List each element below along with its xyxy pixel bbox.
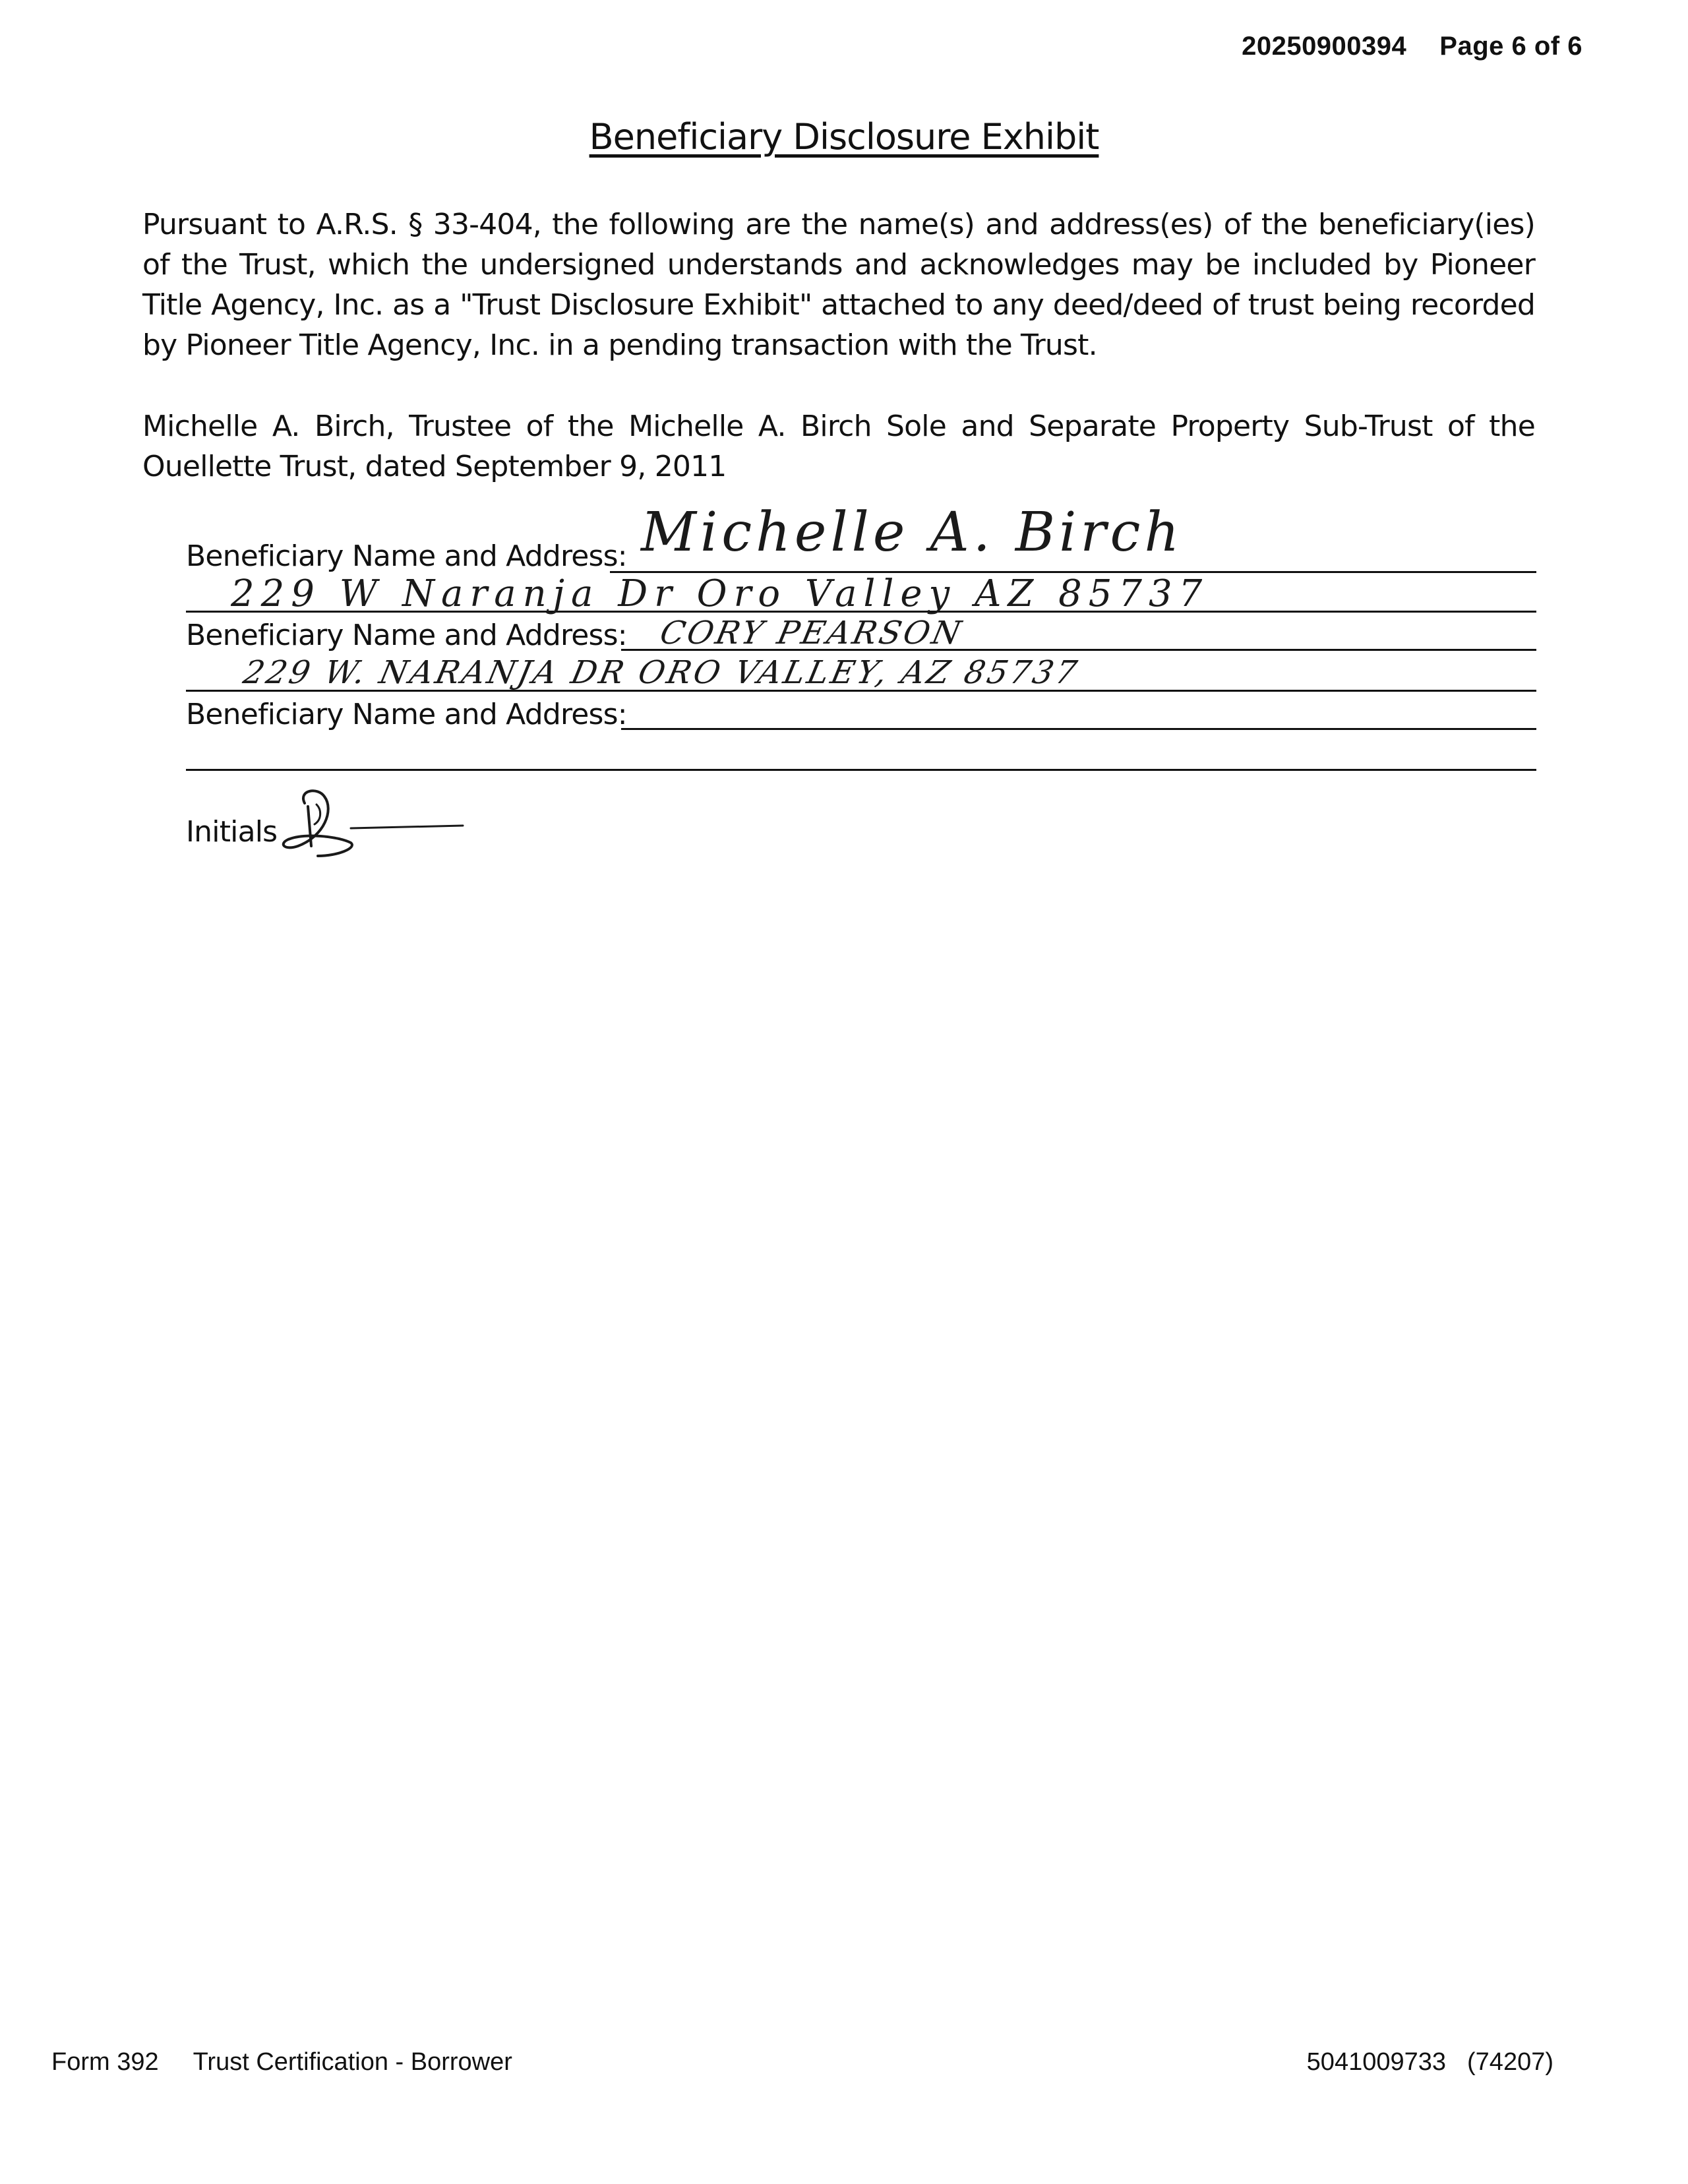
beneficiary-1-label: Beneficiary Name and Address: xyxy=(186,539,627,573)
beneficiary-3-label: Beneficiary Name and Address: xyxy=(186,698,627,731)
document-number: 20250900394 xyxy=(1242,32,1407,61)
beneficiary-1-name: Michelle A. Birch xyxy=(641,501,1184,564)
form-number: Form 392 xyxy=(51,2048,159,2076)
beneficiary-3-address-line xyxy=(186,769,1536,771)
disclosure-paragraph: Pursuant to A.R.S. § 33-404, the following are the name(s) and address(es) of the beneficiary(ies) of the Trust, which the undersigned understands and acknowledges may be included by Pioneer Title Agency, Inc. as a "Trust Disclosure Exhibit" attached to any deed/deed of trust being recorded by Pioneer Title Agency, Inc. in a pending transaction with the Trust. xyxy=(142,208,1535,362)
trustee-paragraph: Michelle A. Birch, Trustee of the Michelle A. Birch Sole and Separate Property Sub-Trust of the Ouellette Trust, dated September 9, 2011 xyxy=(142,410,1535,483)
page-indicator: Page 6 of 6 xyxy=(1439,32,1582,61)
page-footer-left xyxy=(51,2048,512,2077)
initials-label: Initials xyxy=(186,815,278,849)
reference-code: (74207) xyxy=(1467,2048,1553,2076)
document-title: Beneficiary Disclosure Exhibit xyxy=(589,116,1099,158)
reference-number: 5041009733 xyxy=(1306,2048,1447,2076)
beneficiary-1-address: 229 W Naranja Dr Oro Valley AZ 85737 xyxy=(231,572,1209,615)
beneficiary-3-name-line xyxy=(621,728,1536,730)
beneficiary-2-address: 229 W. NARANJA DR ORO VALLEY, AZ 85737 xyxy=(240,654,1083,691)
page-header xyxy=(1242,32,1582,61)
initials-signature-mark xyxy=(258,783,476,869)
beneficiary-2-name: CORY PEARSON xyxy=(657,615,967,652)
beneficiary-2-label: Beneficiary Name and Address: xyxy=(186,619,627,652)
form-name: Trust Certification - Borrower xyxy=(193,2048,512,2076)
page-footer-right xyxy=(1307,2048,1553,2077)
